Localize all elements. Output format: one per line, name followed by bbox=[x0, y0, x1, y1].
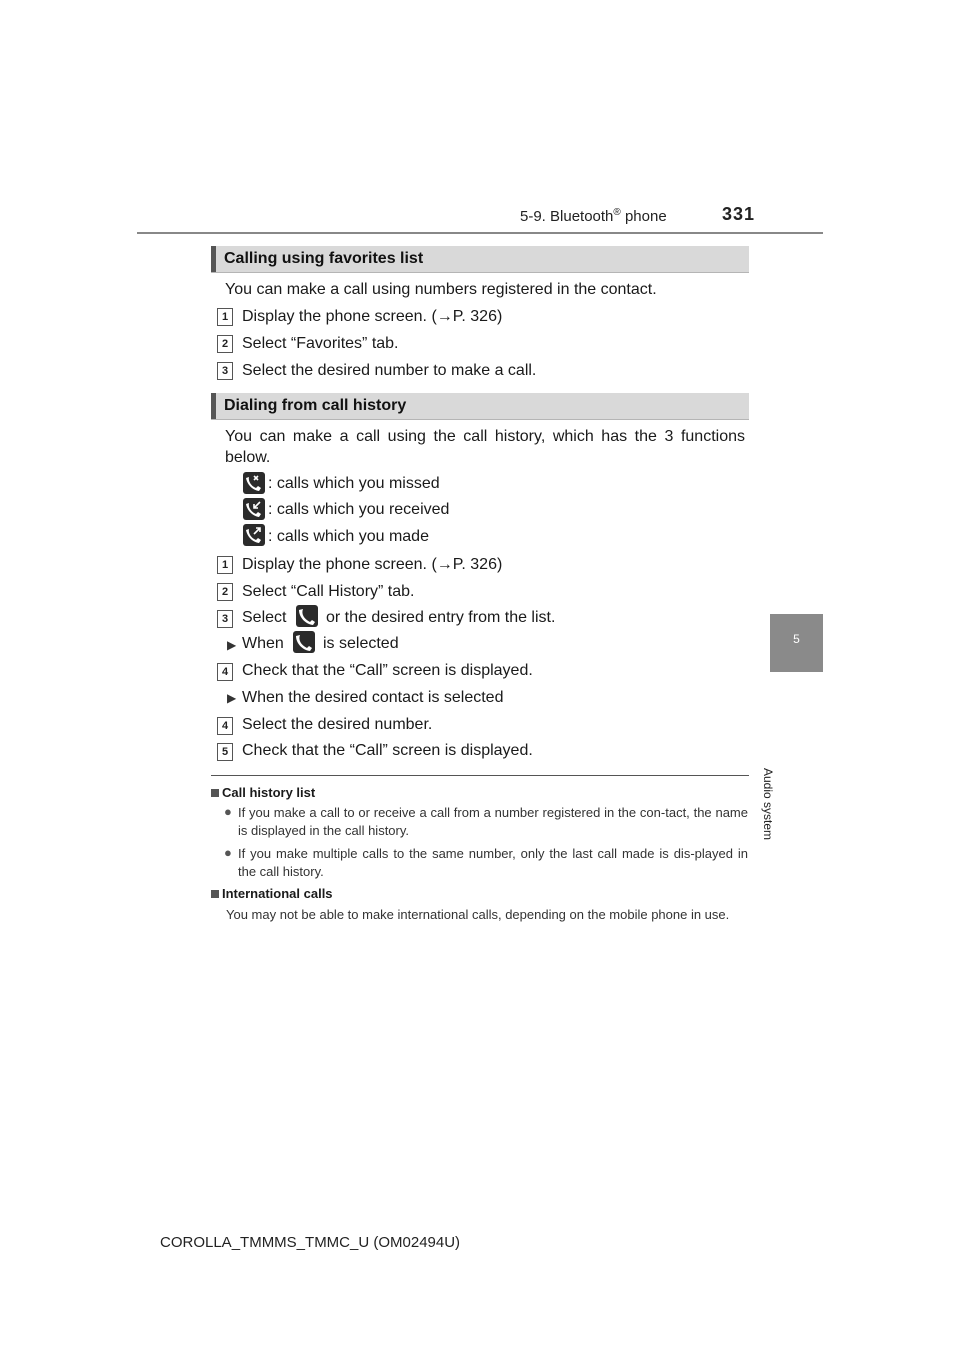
note-text: You may not be able to make international calls, depending on the mobile phone in use. bbox=[226, 907, 730, 922]
heading-bar bbox=[211, 246, 216, 272]
step-number-box: 2 bbox=[217, 335, 233, 353]
function-text: : calls which you made bbox=[268, 528, 429, 545]
section-heading-history bbox=[211, 393, 749, 420]
history-intro: You can make a call using the call history, which has the 3 functions below. bbox=[225, 428, 745, 466]
step-text: Display the phone screen. (→P. 326) bbox=[242, 556, 503, 573]
branch-text: When the desired contact is selected bbox=[242, 689, 504, 706]
note-bullet-text: If you make multiple calls to the same number, only the last call made is dis-played in the call history. bbox=[238, 846, 748, 879]
favorites-intro: You can make a call using numbers registered in the contact. bbox=[225, 281, 657, 298]
missed-call-icon bbox=[243, 472, 265, 494]
step-text: Select the desired number to make a call. bbox=[242, 362, 537, 379]
registered-mark: ® bbox=[613, 207, 621, 218]
branch-text-after-icon: is selected bbox=[323, 635, 399, 652]
step-number-box: 3 bbox=[217, 610, 233, 628]
phone-icon bbox=[296, 605, 318, 627]
step-text: Check that the “Call” screen is displayed. bbox=[242, 742, 533, 759]
section-heading-favorites bbox=[211, 246, 749, 273]
step-number-box: 1 bbox=[217, 556, 233, 574]
section-heading-text: Dialing from call history bbox=[224, 397, 407, 414]
step-text-after-icon: or the desired entry from the list. bbox=[326, 609, 556, 626]
step-text: Display the phone screen. (→P. 326) bbox=[242, 308, 503, 325]
square-bullet-icon bbox=[211, 890, 219, 898]
function-text: : calls which you missed bbox=[268, 475, 440, 492]
note-bullet-text: If you make a call to or receive a call from a number registered in the con-tact, the name is displayed in the call history. bbox=[238, 805, 748, 838]
received-call-icon bbox=[243, 498, 265, 520]
triangle-arrow-icon: ▶ bbox=[227, 691, 237, 705]
step-number-box: 4 bbox=[217, 717, 233, 735]
header-section-suffix: phone bbox=[620, 208, 667, 225]
branch-text-before-icon: When bbox=[242, 635, 284, 652]
function-text: : calls which you received bbox=[268, 501, 450, 518]
step-number-box: 5 bbox=[217, 743, 233, 761]
triangle-arrow-icon: ▶ bbox=[227, 638, 237, 652]
step-number-box: 1 bbox=[217, 308, 233, 326]
heading-bar bbox=[211, 393, 216, 419]
note-heading bbox=[211, 886, 333, 901]
chapter-tab-label: Audio system bbox=[761, 768, 775, 841]
notes-divider bbox=[211, 775, 749, 776]
step-text: Select “Favorites” tab. bbox=[242, 335, 399, 352]
step-number-box: 3 bbox=[217, 362, 233, 380]
section-heading-text: Calling using favorites list bbox=[224, 250, 424, 267]
step-text: Check that the “Call” screen is displayed. bbox=[242, 662, 533, 679]
circle-bullet-icon: ● bbox=[224, 804, 232, 819]
page-number: 331 bbox=[722, 204, 756, 224]
step-text: Select “Call History” tab. bbox=[242, 583, 415, 600]
note-heading bbox=[211, 785, 315, 800]
phone-icon bbox=[293, 631, 315, 653]
header-section-text: 5-9. Bluetooth bbox=[520, 208, 614, 225]
header-rule bbox=[137, 232, 823, 234]
circle-bullet-icon: ● bbox=[224, 845, 232, 860]
note-heading-text: Call history list bbox=[222, 785, 316, 800]
note-heading-text: International calls bbox=[222, 886, 333, 901]
chapter-tab-number: 5 bbox=[793, 632, 800, 646]
square-bullet-icon bbox=[211, 789, 219, 797]
outgoing-call-icon bbox=[243, 524, 265, 546]
step-number-box: 4 bbox=[217, 663, 233, 681]
running-header-section bbox=[520, 207, 667, 225]
step-text: Select the desired number. bbox=[242, 716, 433, 733]
step-number-box: 2 bbox=[217, 583, 233, 601]
footer-doc-id: COROLLA_TMMMS_TMMC_U (OM02494U) bbox=[160, 1234, 461, 1251]
step-text-before-icon: Select bbox=[242, 609, 287, 626]
